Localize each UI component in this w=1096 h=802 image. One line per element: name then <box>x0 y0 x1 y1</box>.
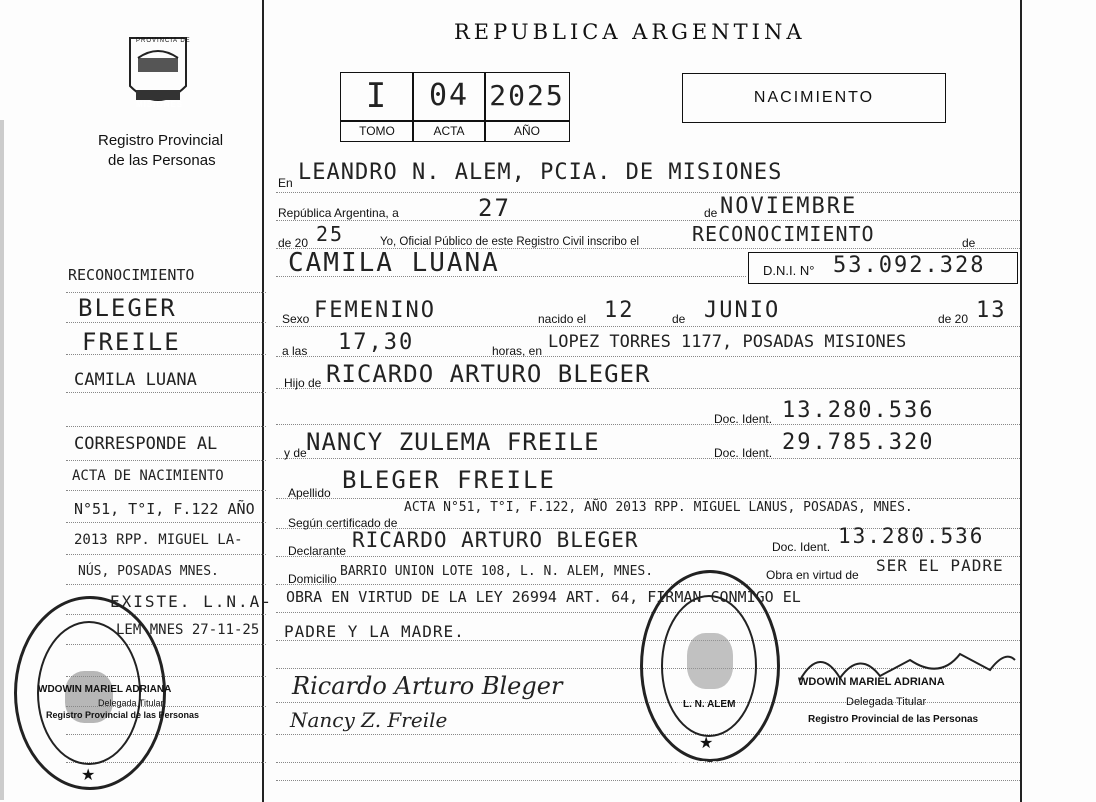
apellido-label: Apellido <box>288 486 331 500</box>
left-seal-star-icon: ★ <box>81 767 96 784</box>
logo-text-top: PROVINCIA DE <box>136 38 191 44</box>
dni-label: D.N.I. N° <box>763 263 815 278</box>
note-line-5: CORRESPONDE AL <box>74 434 218 454</box>
note-line-7: N°51, T°I, F.122 AÑO <box>74 500 255 518</box>
en-value: LEANDRO N. ALEM, PCIA. DE MISIONES <box>298 160 783 185</box>
mother-doc: 29.785.320 <box>782 430 935 455</box>
acta-box <box>412 72 486 122</box>
birth-place: LOPEZ TORRES 1177, POSADAS MISIONES <box>548 332 907 352</box>
birth-month: JUNIO <box>704 298 781 323</box>
tomo-box <box>340 72 414 122</box>
hour-value: 17,30 <box>338 330 415 355</box>
mother-signature: Nancy Z. Freile <box>290 708 448 732</box>
note-line-3: FREILE <box>82 328 181 356</box>
birth-day: 12 <box>604 298 635 323</box>
note-line-9: NÚS, POSADAS MNES. <box>78 564 219 579</box>
de-label-birth: de <box>672 312 686 326</box>
inscribo-value: RECONOCIMIENTO <box>692 222 875 246</box>
sexo-label: Sexo <box>282 312 310 326</box>
nacido-label: nacido el <box>538 312 587 326</box>
father-doc: 13.280.536 <box>782 398 935 423</box>
paper-edge <box>0 120 4 800</box>
tomo-label-cell <box>340 120 414 142</box>
note-line-11: LEM MNES 27-11-25 <box>116 622 260 638</box>
left-official-title: Delegada Titular <box>98 698 164 708</box>
segun-value: ACTA N°51, T°I, F.122, AÑO 2013 RPP. MIGUEL LANUS, POSADAS, MNES. <box>404 500 913 515</box>
anio-label-cell <box>484 120 570 142</box>
obra-value: SER EL PADRE <box>876 556 1004 575</box>
yde-label: y de <box>284 446 307 460</box>
anio-value: 2025 <box>489 79 565 112</box>
horas-label: horas, en <box>492 344 543 358</box>
tomo-label: TOMO <box>359 124 395 138</box>
left-official-name: WDOWIN MARIEL ADRIANA <box>38 684 172 695</box>
note-line-10: EXISTE. L.N.A- <box>110 592 273 611</box>
continuation-line-1: OBRA EN VIRTUD DE LA LEY 26994 ART. 64, FIRMAN CONMIGO EL <box>286 588 801 606</box>
country-title: REPUBLICA ARGENTINA <box>454 20 806 44</box>
year-suffix: 25 <box>316 222 345 246</box>
declarante-doc: 13.280.536 <box>838 524 985 548</box>
right-seal <box>640 570 780 762</box>
day-value: 27 <box>478 194 511 222</box>
registry-name-line2: de las Personas <box>108 152 216 169</box>
apellido-value: BLEGER FREILE <box>342 466 556 494</box>
right-seal-crest <box>687 633 733 689</box>
father-signature: Ricardo Arturo Bleger <box>292 672 563 700</box>
dni-value: 53.092.328 <box>833 253 986 278</box>
acta-value: 04 <box>428 78 470 113</box>
note-line-8: 2013 RPP. MIGUEL LA- <box>74 532 243 548</box>
de-label-inscribo: de <box>962 236 976 250</box>
dni-box <box>748 252 1018 284</box>
mother-doc-label: Doc. Ident. <box>714 446 773 460</box>
anio-label: AÑO <box>513 124 540 138</box>
mother-name: NANCY ZULEMA FREILE <box>306 428 600 456</box>
tomo-value: I <box>365 76 389 116</box>
de20-birth-label: de 20 <box>938 312 969 326</box>
domicilio-label: Domicilio <box>288 572 337 586</box>
alas-label: a las <box>282 344 308 358</box>
logo-text-bottom: MISIONES <box>136 100 184 109</box>
right-seal-star-icon: ★ <box>699 735 714 752</box>
en-label: En <box>278 176 293 190</box>
record-type-box <box>682 73 946 123</box>
de-label-month: de <box>704 206 718 220</box>
child-name: CAMILA LUANA <box>288 248 500 278</box>
official-title: Delegada Titular <box>846 696 927 708</box>
note-line-2: BLEGER <box>78 294 177 322</box>
note-line-4: CAMILA LUANA <box>74 370 197 390</box>
right-seal-center-text: L. N. ALEM <box>683 699 736 710</box>
obra-label: Obra en virtud de <box>766 568 859 582</box>
oficial-text: Yo, Oficial Público de este Registro Civil inscribo el <box>380 236 640 248</box>
acta-label-cell <box>412 120 486 142</box>
republica-label: República Argentina, a <box>278 206 399 220</box>
declarante-value: RICARDO ARTURO BLEGER <box>352 528 639 552</box>
acta-label: ACTA <box>433 124 465 138</box>
registry-name-line1: Registro Provincial <box>98 132 224 149</box>
official-name: WDOWIN MARIEL ADRIANA <box>798 676 945 688</box>
month-value: NOVIEMBRE <box>720 194 858 219</box>
record-type-label: NACIMIENTO <box>753 89 875 106</box>
anio-box <box>484 72 570 122</box>
hijo-label: Hijo de <box>284 376 322 390</box>
domicilio-value: BARRIO UNION LOTE 108, L. N. ALEM, MNES. <box>340 564 654 579</box>
seal-ring-text: DELEGACION DEL REGISTRO PROVINCIAL DE LAS PERSONAS <box>640 760 882 769</box>
official-org: Registro Provincial de las Personas <box>808 714 979 725</box>
note-line-1: RECONOCIMIENTO <box>68 266 195 284</box>
left-official-org: Registro Provincial de las Personas <box>46 710 200 720</box>
declarante-doc-label: Doc. Ident. <box>772 540 831 554</box>
note-line-6: ACTA DE NACIMIENTO <box>72 468 224 484</box>
father-doc-label: Doc. Ident. <box>714 412 773 426</box>
birth-year-suffix: 13 <box>976 298 1007 323</box>
father-name: RICARDO ARTURO BLEGER <box>326 360 651 388</box>
sexo-value: FEMENINO <box>314 298 436 323</box>
segun-label: Según certificado de <box>288 516 398 530</box>
declarante-label: Declarante <box>288 544 347 558</box>
continuation-line-2: PADRE Y LA MADRE. <box>284 622 465 641</box>
de20-label: de 20 <box>278 236 309 250</box>
